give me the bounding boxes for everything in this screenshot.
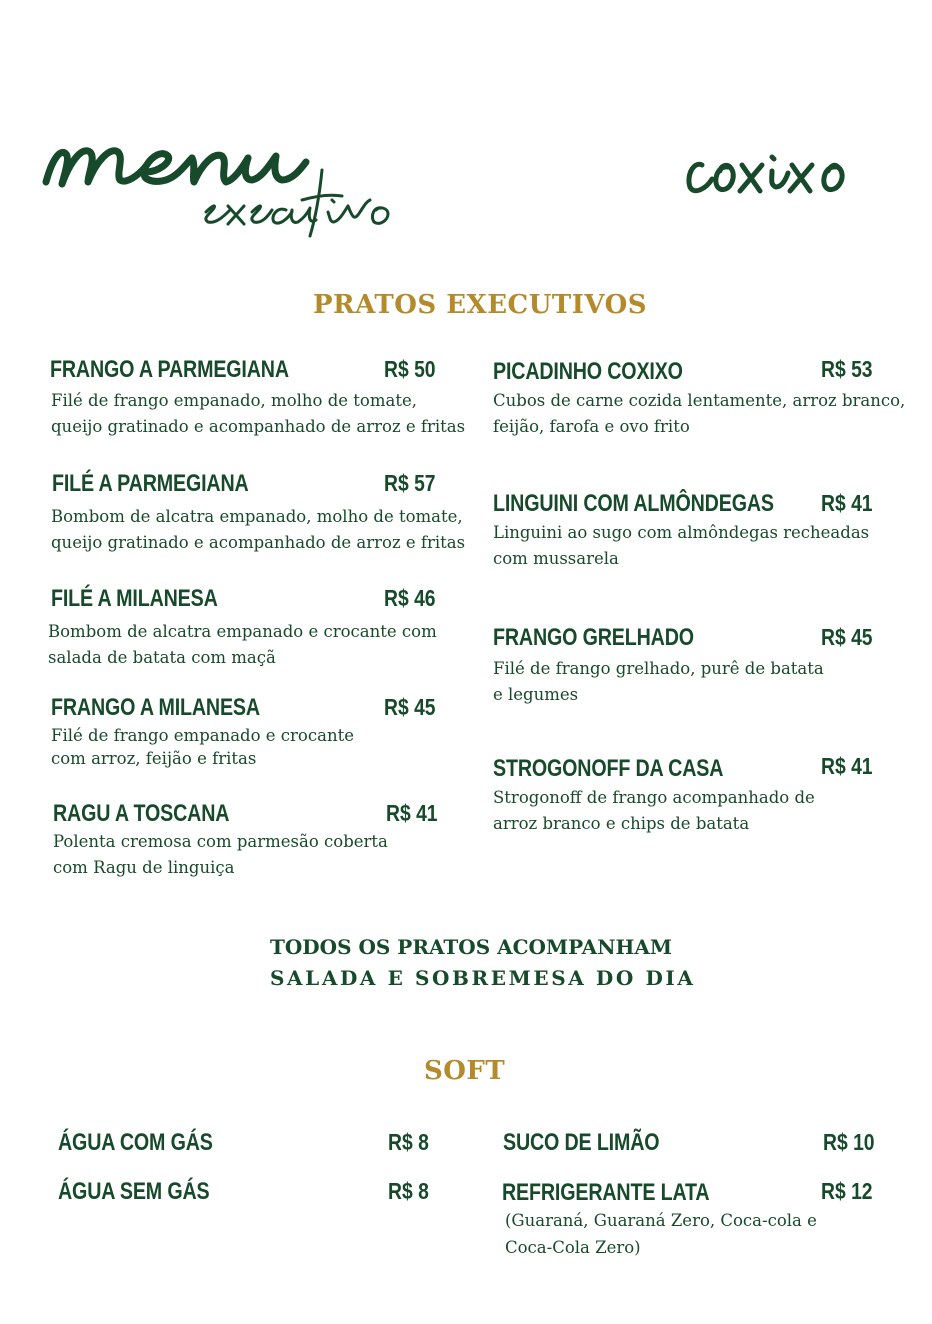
section-title-soft: SOFT [424, 1056, 506, 1086]
item-price-agua-sem-gas: R$ 8 [388, 1178, 429, 1204]
item-name-frango-parmegiana: FRANGO A PARMEGIANA [50, 356, 289, 383]
item-price-frango-milanesa: R$ 45 [384, 694, 436, 720]
item-price-frango-grelhado: R$ 45 [821, 624, 873, 650]
item-price-file-milanesa: R$ 46 [384, 585, 436, 611]
item-desc-ragu-toscana: Polenta cremosa com parmesão coberta com Ragu de linguiça [53, 832, 388, 877]
notice-line-2: SALADA E SOBREMESA DO DIA [270, 966, 696, 990]
item-price-refrigerante-lata: R$ 12 [821, 1178, 873, 1204]
item-name-agua-sem-gas: ÁGUA SEM GÁS [58, 1178, 210, 1205]
section-title-pratos: PRATOS EXECUTIVOS [313, 290, 648, 320]
item-desc-frango-milanesa: Filé de frango empanado e crocante com arroz, feijão e fritas [51, 726, 354, 768]
notice-line-1: TODOS OS PRATOS ACOMPANHAM [270, 935, 673, 959]
item-desc-file-milanesa: Bombom de alcatra empanado e crocante com salada de batata com maçã [48, 622, 437, 667]
coxixo-brand-logo [680, 145, 860, 205]
item-price-linguini-almondegas: R$ 41 [821, 490, 873, 516]
item-price-file-parmegiana: R$ 57 [384, 470, 436, 496]
accompaniment-notice [270, 932, 695, 994]
item-desc-refrigerante-lata: (Guaraná, Guaraná Zero, Coca-cola e Coca-Cola Zero) [505, 1211, 817, 1257]
item-desc-frango-grelhado: Filé de frango grelhado, purê de batata e legumes [493, 659, 824, 704]
item-name-file-parmegiana: FILÉ A PARMEGIANA [52, 470, 249, 497]
item-desc-frango-parmegiana: Filé de frango empanado, molho de tomate, queijo gratinado e acompanhado de arroz e fritas [51, 391, 466, 436]
item-desc-file-parmegiana: Bombom de alcatra empanado, molho de tomate, queijo gratinado e acompanhado de arroz e fritas [51, 507, 466, 552]
item-name-file-milanesa: FILÉ A MILANESA [51, 585, 218, 612]
item-name-suco-limao: SUCO DE LIMÃO [503, 1129, 660, 1156]
item-name-linguini-almondegas: LINGUINI COM ALMÔNDEGAS [493, 490, 774, 517]
item-price-picadinho-coxixo: R$ 53 [821, 356, 873, 382]
item-name-frango-grelhado: FRANGO GRELHADO [493, 624, 694, 651]
item-price-strogonoff-casa: R$ 41 [821, 753, 873, 779]
item-name-agua-com-gas: ÁGUA COM GÁS [58, 1129, 213, 1156]
item-price-frango-parmegiana: R$ 50 [384, 356, 436, 382]
item-name-refrigerante-lata: REFRIGERANTE LATA [502, 1179, 710, 1206]
item-desc-picadinho-coxixo: Cubos de carne cozida lentamente, arroz branco, feijão, farofa e ovo frito [493, 391, 906, 436]
item-name-picadinho-coxixo: PICADINHO COXIXO [493, 358, 683, 385]
item-desc-strogonoff-casa: Strogonoff de frango acompanhado de arroz branco e chips de batata [493, 788, 815, 833]
item-price-agua-com-gas: R$ 8 [388, 1129, 429, 1155]
item-name-strogonoff-casa: STROGONOFF DA CASA [493, 755, 724, 782]
item-price-ragu-toscana: R$ 41 [386, 800, 438, 826]
item-name-frango-milanesa: FRANGO A MILANESA [51, 694, 260, 721]
item-desc-linguini-almondegas: Linguini ao sugo com almôndegas recheadas com mussarela [493, 523, 870, 568]
item-price-suco-limao: R$ 10 [823, 1129, 875, 1155]
item-name-ragu-toscana: RAGU A TOSCANA [53, 800, 230, 827]
menu-executivo-logo [30, 120, 400, 250]
